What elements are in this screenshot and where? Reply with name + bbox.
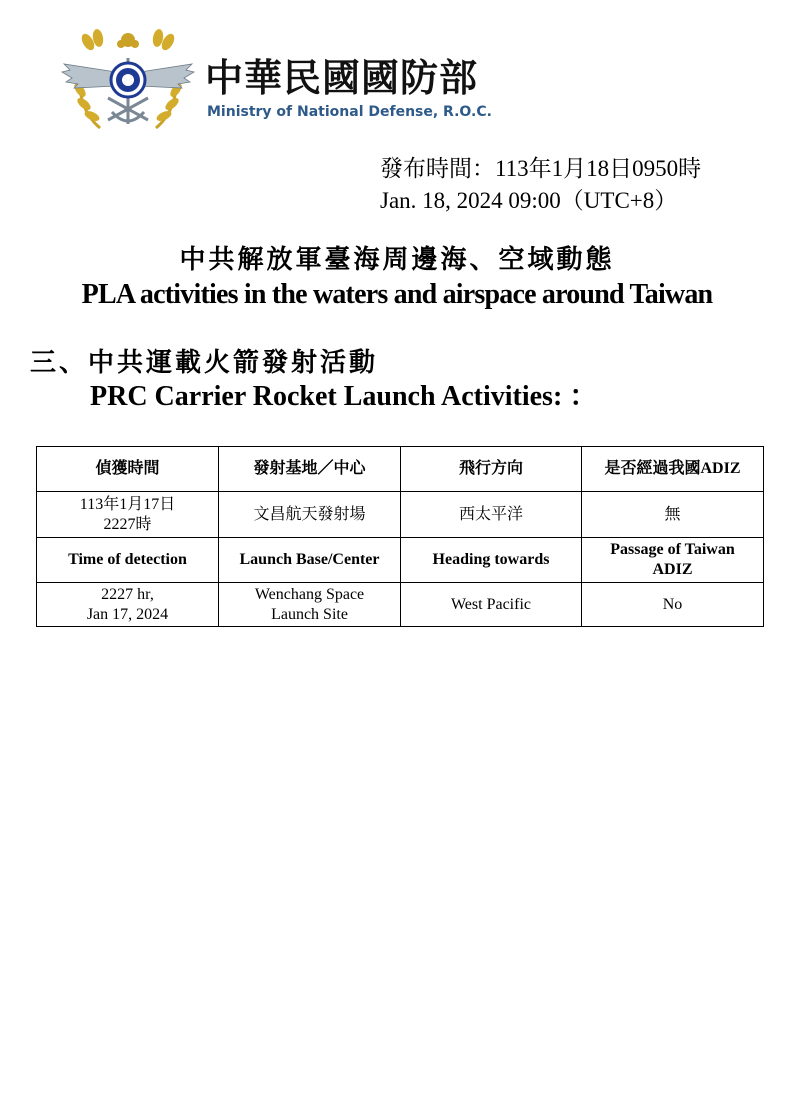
header-time-zh: 偵獲時間 — [37, 447, 219, 492]
cell-adiz-zh: 無 — [582, 492, 764, 538]
mnd-emblem-icon — [58, 28, 198, 136]
cell-time-en-line1: 2227 hr, — [101, 585, 154, 603]
cell-base-zh: 文昌航天發射場 — [219, 492, 401, 538]
header-adiz-zh: 是否經過我國ADIZ — [582, 447, 764, 492]
launch-activity-table — [36, 446, 764, 627]
cell-base-en-line1: Wenchang Space — [254, 585, 365, 603]
table-header-row-zh — [37, 447, 764, 492]
cell-time-zh-line2: 2227時 — [103, 515, 152, 533]
section-heading-zh: 三、中共運載火箭發射活動 — [30, 348, 379, 378]
header-adiz-en-line1: Passage of Taiwan — [610, 541, 735, 558]
header-adiz-en-line2: ADIZ — [652, 561, 693, 578]
release-time-en: Jan. 18, 2024 09:00（UTC+8） — [380, 188, 678, 213]
section-heading-en: PRC Carrier Rocket Launch Activities: ： — [90, 381, 598, 412]
release-time — [380, 153, 701, 217]
cell-heading-zh: 西太平洋 — [401, 492, 582, 538]
header-time-en: Time of detection — [37, 538, 219, 583]
cell-adiz-en: No — [582, 583, 764, 627]
document-title-en: PLA activities in the waters and airspace around Taiwan — [81, 279, 713, 310]
table-row-en — [37, 583, 764, 627]
header-heading-zh: 飛行方向 — [401, 447, 582, 492]
table-row-zh — [37, 492, 764, 538]
header-base-en: Launch Base/Center — [219, 538, 401, 583]
cell-time-en-line2: Jan 17, 2024 — [86, 605, 169, 623]
release-time-zh: 發布時間：113年1月18日0950時 — [380, 156, 702, 181]
cell-time-en — [37, 583, 219, 627]
org-name-zh: 中華民國國防部 — [205, 56, 479, 100]
header-heading-en: Heading towards — [401, 538, 582, 583]
cell-time-zh — [37, 492, 219, 538]
cell-base-en-line2: Launch Site — [271, 605, 348, 623]
header-adiz-en — [582, 538, 764, 583]
header-base-zh: 發射基地／中心 — [219, 447, 401, 492]
cell-heading-en: West Pacific — [401, 583, 582, 627]
cell-base-en — [219, 583, 401, 627]
org-name-en: Ministry of National Defense, R.O.C. — [207, 104, 492, 120]
document-title-zh: 中共解放軍臺海周邊海、空域動態 — [179, 245, 615, 275]
table-header-row-en — [37, 538, 764, 583]
cell-time-zh-line1: 113年1月17日 — [79, 495, 176, 513]
